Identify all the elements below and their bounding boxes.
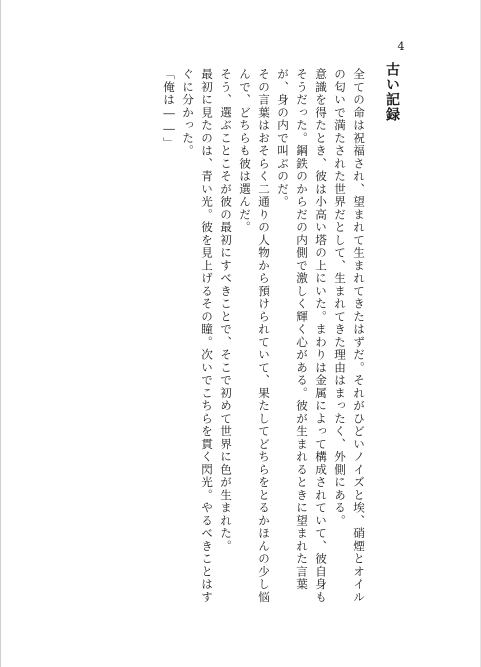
paragraph-line: そう、選ぶことこそが彼の最初にすべきことで、そこで初めて世界に色が生まれた。	[219, 68, 233, 553]
paragraph-line: ぐに分かった。	[181, 68, 195, 158]
chapter-title: 古い記録	[384, 62, 400, 122]
paragraph-line: そうだった。鋼鉄のからだの内側で激しく輝く心がある。彼が生まれるときに望まれた言葉	[295, 68, 309, 591]
paragraph-line: んで、どちらも彼は選んだ。	[238, 68, 252, 234]
paragraph-line: 最初に見たのは、青い光。彼を見上げるその瞳。次いでこちらを貫く閃光。やるべきことはす	[200, 68, 214, 604]
paragraph-line: 全ての命は祝福され、望まれて生まれてきたはずだ。それがひどいノイズと埃、硝煙とオイル	[352, 68, 366, 604]
dialogue-line: 「俺は――」	[162, 68, 176, 150]
paragraph-line: その言葉はおそらく二通りの人物から預けられていて、果たしてどちらをとるかほんの少し悩	[257, 68, 271, 604]
paragraph-line: 意識を得たとき、彼は小高い塔の上にいた。まわりは金属によって構成されていて、彼自身も	[314, 68, 328, 604]
paragraph-line: の匂いで満たされた世界だとして、生まれてきた理由はまったく、外側にある。	[333, 68, 347, 527]
paragraph-line: が、身の内で叫ぶのだ。	[276, 68, 290, 209]
page-number: 4	[397, 40, 405, 53]
